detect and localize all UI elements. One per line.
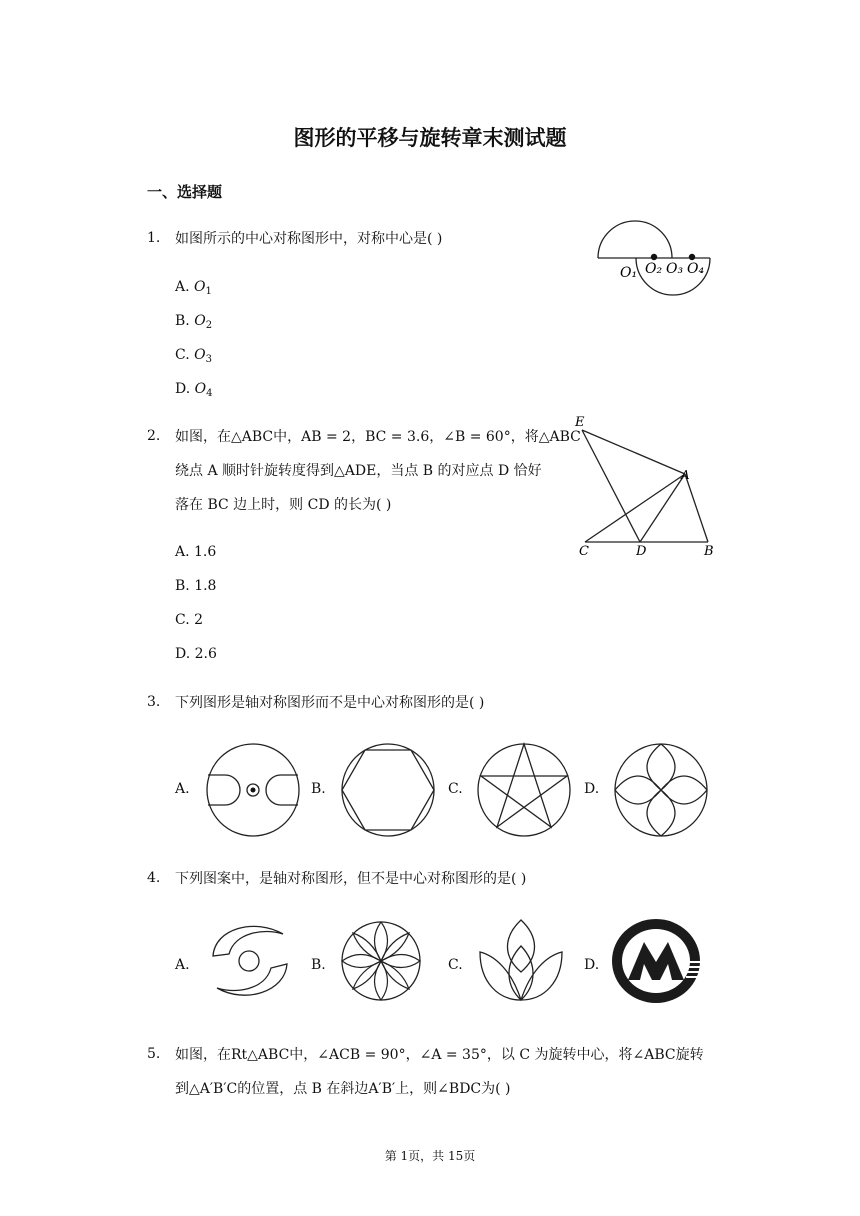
q4-option-c[interactable]: C. <box>448 957 463 973</box>
question-2-line-1: 如图，在△ABC中，AB = 2，BC = 3.6，∠B = 60°，将△ABC <box>175 429 581 445</box>
q1-option-c-sub: 3 <box>205 354 212 365</box>
q2-option-d[interactable] <box>175 646 217 662</box>
section-heading: 一、选择题 <box>147 183 223 201</box>
q2-option-a[interactable] <box>175 544 216 560</box>
q1-option-c-letter: C. <box>175 347 190 363</box>
q1-option-a-letter: A. <box>175 279 190 295</box>
q1-option-c-var: O <box>194 347 206 363</box>
q2-option-c-letter: C. <box>175 612 190 628</box>
q2-figure-label-c: C <box>579 544 589 559</box>
q4-figure-b[interactable] <box>340 920 422 1002</box>
q2-option-c[interactable] <box>175 612 203 628</box>
q4-option-a[interactable]: A. <box>175 957 190 973</box>
q3-figure-b[interactable] <box>340 742 436 838</box>
q1-option-d-letter: D. <box>175 381 191 397</box>
q3-figure-a[interactable] <box>205 742 301 838</box>
q2-option-c-value: 2 <box>194 612 204 628</box>
q2-figure-label-a: A <box>681 468 690 482</box>
q1-option-b[interactable] <box>175 313 212 331</box>
q1-option-b-letter: B. <box>175 313 190 329</box>
question-4-number: 4. <box>147 870 161 886</box>
question-3-text: 下列图形是轴对称图形而不是中心对称图形的是( ) <box>175 695 485 711</box>
question-2-line-2: 绕点 A 顺时针旋转度得到△ADE，当点 B 的对应点 D 恰好 <box>175 463 542 479</box>
question-1-number: 1. <box>147 230 161 246</box>
q2-figure <box>570 410 720 565</box>
q4-figure-d[interactable] <box>612 918 704 1004</box>
q4-option-d[interactable]: D. <box>584 957 600 973</box>
q4-option-b[interactable]: B. <box>311 957 326 973</box>
question-5-line-1: 如图，在Rt△ABC中，∠ACB = 90°，∠A = 35°，以 C 为旋转中心，将∠ABC旋转 <box>175 1047 704 1063</box>
q1-figure-label-o4: O₄ <box>687 261 705 277</box>
q1-figure-label-o3: O₃ <box>666 261 684 277</box>
q3-figure-d[interactable] <box>613 742 709 838</box>
q2-figure-label-d: D <box>636 544 647 559</box>
q1-option-d[interactable] <box>175 381 213 399</box>
q1-option-b-sub: 2 <box>205 320 213 331</box>
q2-option-a-letter: A. <box>175 544 190 560</box>
q3-option-d[interactable]: D. <box>584 781 600 797</box>
q1-figure <box>590 210 720 305</box>
q4-figure-a[interactable] <box>205 918 295 1004</box>
q2-option-d-letter: D. <box>175 646 191 662</box>
q1-option-a[interactable] <box>175 279 212 297</box>
q1-option-a-var: O <box>194 279 206 295</box>
page-title: 图形的平移与旋转章末测试题 <box>293 126 567 150</box>
page-footer: 第 1页，共 15页 <box>384 1149 476 1163</box>
question-2-number: 2. <box>147 428 161 444</box>
q1-figure-label-o1: O₁ <box>620 265 638 281</box>
q1-option-d-var: O <box>194 381 207 397</box>
question-5-number: 5. <box>147 1046 161 1062</box>
question-4-text: 下列图案中，是轴对称图形，但不是中心对称图形的是( ) <box>175 871 527 887</box>
q2-option-a-value: 1.6 <box>194 544 217 560</box>
q2-option-d-value: 2.6 <box>194 646 217 662</box>
q3-option-b[interactable]: B. <box>311 781 326 797</box>
q3-figure-c[interactable] <box>476 742 572 838</box>
q2-figure-label-b: B <box>704 544 714 559</box>
q2-option-b[interactable] <box>175 578 216 594</box>
q2-figure-label-e: E <box>575 415 585 430</box>
q4-figure-c[interactable] <box>476 916 566 1006</box>
q1-option-d-sub: 4 <box>206 388 213 399</box>
question-3-number: 3. <box>147 694 161 710</box>
question-5-line-2: 到△A′B′C的位置，点 B 在斜边A′B′上，则∠BDC为( ) <box>175 1081 511 1097</box>
question-2-line-3: 落在 BC 边上时，则 CD 的长为( ) <box>175 497 392 513</box>
q3-option-a[interactable]: A. <box>175 781 190 797</box>
q1-option-c[interactable] <box>175 347 212 365</box>
q3-option-c[interactable]: C. <box>448 781 463 797</box>
question-1-text: 如图所示的中心对称图形中，对称中心是( ) <box>175 231 443 247</box>
q1-option-b-var: O <box>194 313 206 329</box>
q2-option-b-value: 1.8 <box>194 578 217 594</box>
q1-option-a-sub: 1 <box>205 286 212 297</box>
q2-option-b-letter: B. <box>175 578 190 594</box>
q1-figure-label-o2: O₂ <box>645 261 663 277</box>
